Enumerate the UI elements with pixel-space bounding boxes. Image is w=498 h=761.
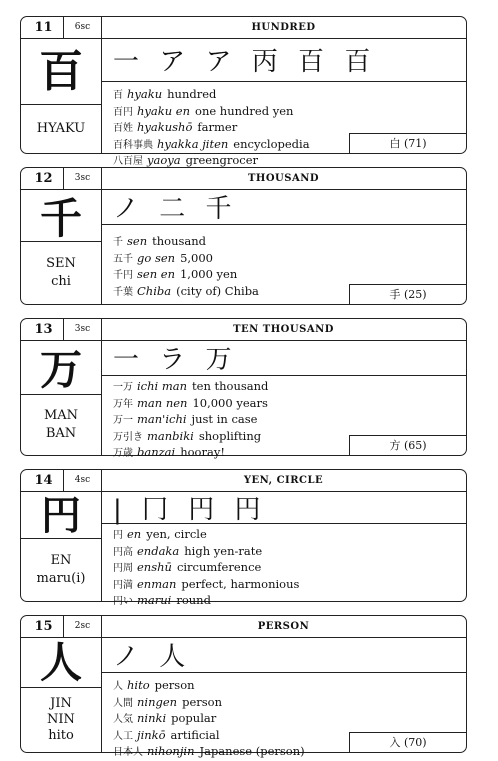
number-row <box>21 319 101 341</box>
readings-box <box>21 538 101 601</box>
cross-reference: 白 (71) <box>349 133 466 153</box>
vocab-item: 万一 man'ichi just in case <box>113 412 258 426</box>
vocab-item: 百円 hyaku en one hundred yen <box>113 103 294 118</box>
vocab-item: 五千 go sen 5,000 <box>113 250 213 265</box>
readings-box <box>21 394 101 455</box>
card-number: 13 <box>34 322 53 337</box>
vocab-item: 千葉 Chiba (city of) Chiba <box>113 283 259 298</box>
kanji-card-15 <box>20 615 467 758</box>
kanji-card-14 <box>20 469 467 607</box>
number-row <box>21 17 101 39</box>
vocab-list <box>113 87 466 170</box>
vocab-item: 千円 sen en 1,000 yen <box>113 267 238 281</box>
vocab-item: 千 sen thousand <box>113 234 207 248</box>
vocab-item: 一万 ichi man ten thousand <box>113 379 269 393</box>
stroke-count: 2sc <box>63 616 101 637</box>
reading: EN <box>50 553 72 568</box>
kanji-character: 万 <box>39 345 82 394</box>
kanji-card-13 <box>20 318 467 459</box>
readings-box <box>21 687 101 752</box>
readings-box <box>21 104 101 153</box>
vocab-item: 人工 jinkō artificial <box>113 727 220 742</box>
reading: HYAKU <box>36 121 86 136</box>
vocab-item: 百姓 hyakushō farmer <box>113 120 238 134</box>
card-number: 11 <box>34 20 53 35</box>
vocab-list <box>113 527 466 610</box>
reading: hito <box>48 728 74 743</box>
vocab-item: 百 hyaku hundred <box>113 87 217 101</box>
vocab-item: 円周 enshū circumference <box>113 560 262 574</box>
readings-box <box>21 241 101 304</box>
vocab-item: 日本人 nihonjin Japanese (person) <box>113 744 305 758</box>
card-left-panel <box>21 168 102 304</box>
card-left-panel <box>21 616 102 752</box>
stroke-order: | 冂 円 円 <box>101 491 466 524</box>
kanji-character: 千 <box>39 194 82 243</box>
stroke-order: ノ 人 <box>101 637 466 673</box>
reading: JIN <box>50 696 72 711</box>
vocab-item: 円い marui round <box>113 593 211 607</box>
card-left-panel <box>21 319 102 455</box>
stroke-order: ノ 二 千 <box>101 189 466 225</box>
kanji-character: 百 <box>39 46 83 97</box>
stroke-count: 3sc <box>63 319 101 340</box>
card-title: YEN, CIRCLE <box>101 470 466 492</box>
vocab-item: 円 en yen, circle <box>113 527 207 541</box>
card-title: THOUSAND <box>101 168 466 190</box>
card-number: 15 <box>34 619 53 634</box>
cross-reference: 入 (70) <box>349 732 466 752</box>
vocab-item: 万歳 banzai hooray! <box>113 445 225 459</box>
cross-reference: 方 (65) <box>349 435 466 455</box>
kanji-character: 人 <box>39 638 82 687</box>
reading: NIN <box>47 712 75 727</box>
card-number: 12 <box>34 171 53 186</box>
number-row <box>21 616 101 638</box>
vocab-item: 万引き manbiki shoplifting <box>113 428 262 443</box>
kanji-card-12 <box>20 167 467 305</box>
vocab-item: 人気 ninki popular <box>113 711 217 725</box>
stroke-count: 3sc <box>63 168 101 189</box>
reading: maru(i) <box>36 571 86 586</box>
reading: BAN <box>45 426 77 441</box>
stroke-order: 一 ラ 万 <box>101 340 466 376</box>
reading: MAN <box>43 408 79 423</box>
kanji-character: 円 <box>41 493 81 539</box>
number-row <box>21 470 101 492</box>
card-left-panel <box>21 470 102 601</box>
vocab-item: 人間 ningen person <box>113 694 222 709</box>
vocab-item: 百科事典 hyakka jiten encyclopedia <box>113 136 310 151</box>
kanji-card-11 <box>20 16 467 167</box>
vocab-item: 円満 enman perfect, harmonious <box>113 576 300 591</box>
stroke-count: 4sc <box>63 470 101 491</box>
number-row <box>21 168 101 190</box>
cross-reference: 手 (25) <box>349 284 466 304</box>
stroke-order: 一 ア ア 丙 百 百 <box>101 38 466 82</box>
card-title: HUNDRED <box>101 17 466 39</box>
vocab-item: 人 hito person <box>113 678 195 692</box>
vocab-item: 八百屋 yaoya greengrocer <box>113 153 259 167</box>
reading: chi <box>51 274 71 289</box>
card-title: TEN THOUSAND <box>101 319 466 341</box>
card-number: 14 <box>34 473 53 488</box>
stroke-count: 6sc <box>63 17 101 38</box>
card-left-panel <box>21 17 102 153</box>
vocab-item: 円高 endaka high yen-rate <box>113 543 263 558</box>
reading: SEN <box>46 256 76 271</box>
card-title: PERSON <box>101 616 466 638</box>
vocab-item: 万年 man nen 10,000 years <box>113 395 268 410</box>
